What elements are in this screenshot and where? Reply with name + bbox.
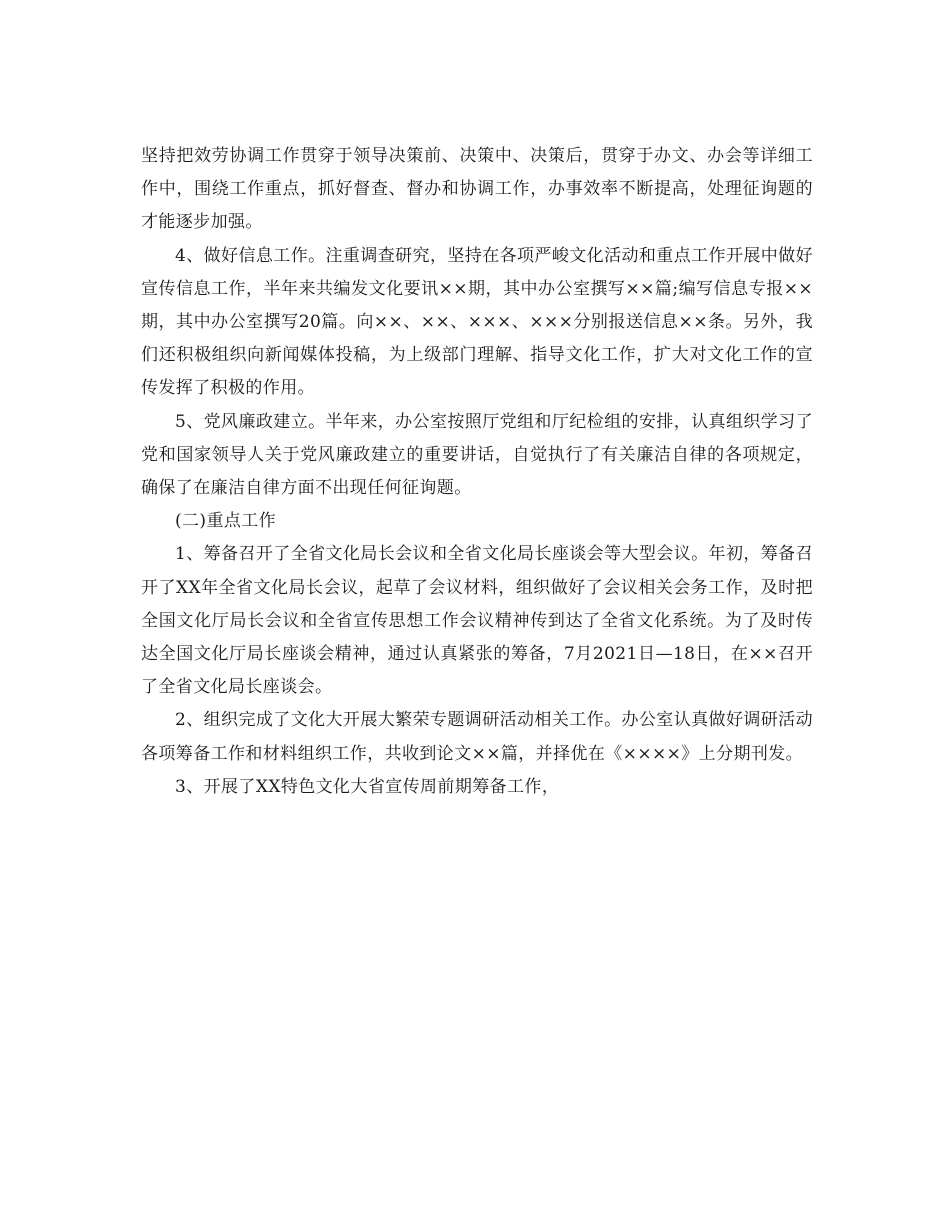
- document-body: [141, 140, 813, 804]
- paragraph-item-2-research: 2、组织完成了文化大开展大繁荣专题调研活动相关工作。办公室认真做好调研活动各项筹备工作和材料组织工作，共收到论文××篇，并择优在《××××》上分期刊发。: [141, 710, 813, 764]
- paragraph-item-4-information-work: 4、做好信息工作。注重调查研究，坚持在各项严峻文化活动和重点工作开展中做好宣传信息工作，半年来共编发文化要讯××期，其中办公室撰写××篇;编写信息专报××期，其中办公室撰写20篇。向××、××、×××、×××分别报送信息××条。另外，我们还积极组织向新闻媒体投稿，为上级部门理解、指导文化工作，扩大对文化工作的宣传发挥了积极的作用。: [141, 245, 813, 399]
- paragraph-item-3-publicity-week: 3、开展了XX特色文化大省宣传周前期筹备工作，: [175, 776, 560, 797]
- paragraph-item-5-party-conduct: 5、党风廉政建立。半年来，办公室按照厅党组和厅纪检组的安排，认真组织学习了党和国家领导人关于党风廉政建立的重要讲话，自觉执行了有关廉洁自律的各项规定，确保了在廉洁自律方面不出现任何征询题。: [141, 411, 813, 499]
- paragraph-item-1-meetings: 1、筹备召开了全省文化局长会议和全省文化局长座谈会等大型会议。年初，筹备召开了XX年全省文化局长会议，起草了会议材料，组织做好了会议相关会务工作，及时把全国文化厅局长会议和全省宣传思想工作会议精神传到达了全省文化系统。为了及时传达全国文化厅局长座谈会精神，通过认真紧张的筹备，7月2021日—18日，在××召开了全省文化局长座谈会。: [141, 544, 813, 698]
- paragraph-continuation: 坚持把效劳协调工作贯穿于领导决策前、决策中、决策后，贯穿于办文、办会等详细工作中，围绕工作重点，抓好督查、督办和协调工作，办事效率不断提高，处理征询题的才能逐步加强。: [141, 146, 813, 233]
- section-heading-key-work: (二)重点工作: [175, 511, 277, 532]
